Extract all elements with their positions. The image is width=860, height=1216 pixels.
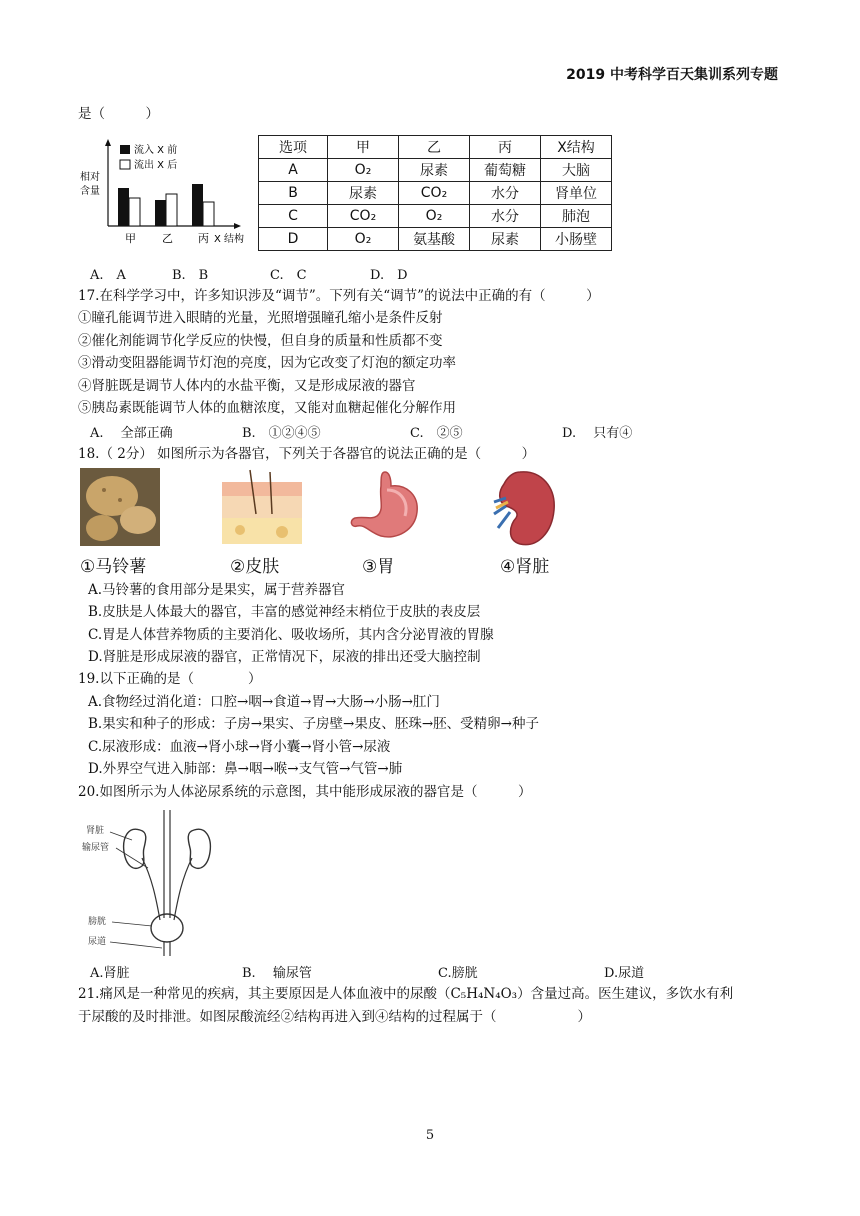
choice-d: D. D [370,268,408,283]
q19-option: B.果实和种子的形成：子房→果实、子房壁→果皮、胚珠→胚、受精卵→种子 [88,716,539,732]
table-cell: CO₂ [399,182,470,205]
table-cell: C [259,205,328,228]
table-cell: 选项 [259,136,328,159]
table-cell: O₂ [399,205,470,228]
table-cell: 尿素 [399,159,470,182]
q19-option: A.食物经过消化道：口腔→咽→食道→胃→大肠→小肠→肛门 [88,694,440,710]
caption-potato: ①马铃薯 [80,557,147,577]
table-row [259,228,612,251]
table-cell: 水分 [470,205,541,228]
table-cell: 肾单位 [541,182,612,205]
table-cell: O₂ [328,159,399,182]
table-cell: 氨基酸 [399,228,470,251]
q19-option: D.外界空气进入肺部：鼻→咽→喉→支气管→气管→肺 [88,761,403,777]
q21-line2: 于尿酸的及时排泄。如图尿酸流经②结构再进入到④结构的过程属于（ ） [78,1009,591,1025]
table-row [259,159,612,182]
table-cell: B [259,182,328,205]
q17-item: ④肾脏既是调节人体内的水盐平衡，又是形成尿液的器官 [78,378,416,394]
choice-d: D. 只有④ [562,426,633,441]
xtick-bing: 丙 [198,232,209,245]
page-number: 5 [425,1128,435,1143]
table-cell: 肺泡 [541,205,612,228]
table-row [259,182,612,205]
stomach-image [345,468,430,548]
choice-a: A. A [90,268,126,283]
xlabel: X 结构 [214,234,245,245]
label-ureter: 输尿管 [82,843,110,853]
table-cell: 乙 [399,136,470,159]
q18-option: B.皮肤是人体最大的器官，丰富的感觉神经末梢位于皮肤的表皮层 [88,604,481,620]
q16-options-table [258,135,612,251]
caption-stomach: ③胃 [362,557,395,577]
choice-c: C.膀胱 [438,966,478,981]
table-cell: X结构 [541,136,612,159]
table-header-row [259,136,612,159]
choice-c: C. ②⑤ [410,426,463,441]
bar-bing-out [203,202,214,226]
bar-yi-in [155,200,166,226]
table-cell: 小肠壁 [541,228,612,251]
table-cell: 甲 [328,136,399,159]
q18-option: C.胃是人体营养物质的主要消化、吸收场所，其内含分泌胃液的胃腺 [88,627,494,643]
xtick-jia: 甲 [125,232,136,245]
q17-item: ①瞳孔能调节进入眼睛的光量，光照增强瞳孔缩小是条件反射 [78,310,443,326]
legend-in-label: 流入 X 前 [134,145,178,156]
legend-out-swatch [120,160,130,169]
choice-b: B. ①②④⑤ [242,426,321,441]
table-cell: CO₂ [328,205,399,228]
legend-out-label: 流出 X 后 [134,160,178,171]
table-cell: 丙 [470,136,541,159]
choice-c: C. C [270,268,307,283]
bar-jia-in [118,188,129,226]
table-cell: A [259,159,328,182]
caption-kidney: ④肾脏 [500,557,550,577]
q17-stem: 17.在科学学习中，许多知识涉及“调节”。下列有关“调节”的说法中正确的有（ ） [78,288,600,304]
label-kidney: 肾脏 [86,826,105,836]
table-cell: 葡萄糖 [470,159,541,182]
label-bladder: 膀胱 [88,917,107,927]
q18-option: A.马铃薯的食用部分是果实，属于营养器官 [88,582,346,598]
choice-b: B. B [172,268,209,283]
q17-item: ⑤胰岛素既能调节人体的血糖浓度，又能对血糖起催化分解作用 [78,400,456,416]
choice-a: A. 全部正确 [90,426,173,441]
skin-image [220,468,304,546]
potato-image [80,468,160,546]
q16-stem-tail: 是（ ） [78,106,159,122]
legend-in-swatch [120,145,130,154]
table-row [259,205,612,228]
q17-item: ②催化剂能调节化学反应的快慢，但自身的质量和性质都不变 [78,333,443,349]
bar-bing-in [192,184,203,226]
chart-ylabel-1: 相对 [80,172,100,183]
label-urethra: 尿道 [88,937,107,947]
caption-skin: ②皮肤 [230,557,280,577]
q19-stem: 19.以下正确的是（ ） [78,671,262,687]
table-cell: 水分 [470,182,541,205]
table-cell: 大脑 [541,159,612,182]
q18-stem: 18.（ 2分） 如图所示为各器官，下列关于各器官的说法正确的是（ ） [78,446,536,462]
xtick-yi: 乙 [162,232,173,245]
bar-yi-out [166,194,177,226]
choice-b: B. 输尿管 [242,966,312,981]
chart-ylabel-2: 含量 [80,186,100,197]
q21-line1: 21.痛风是一种常见的疾病，其主要原因是人体血液中的尿酸（C₅H₄N₄O₃）含量过高。医生建议，多饮水有利 [78,986,734,1002]
table-cell: 尿素 [470,228,541,251]
q17-item: ③滑动变阻器能调节灯泡的亮度，因为它改变了灯泡的额定功率 [78,355,456,371]
choice-d: D.尿道 [604,966,645,981]
q18-option: D.肾脏是形成尿液的器官，正常情况下，尿液的排出还受大脑控制 [88,649,481,665]
urinary-system-diagram [82,808,222,958]
q20-stem: 20.如图所示为人体泌尿系统的示意图，其中能形成尿液的器官是（ ） [78,784,532,800]
q16-bar-chart [78,138,253,250]
q19-option: C.尿液形成：血液→肾小球→肾小囊→肾小管→尿液 [88,739,391,755]
table-cell: O₂ [328,228,399,251]
table-cell: D [259,228,328,251]
choice-a: A.肾脏 [90,966,130,981]
bar-jia-out [129,198,140,226]
kidney-image [490,468,560,550]
table-cell: 尿素 [328,182,399,205]
document-header-title: 2019 中考科学百天集训系列专题 [566,67,778,83]
